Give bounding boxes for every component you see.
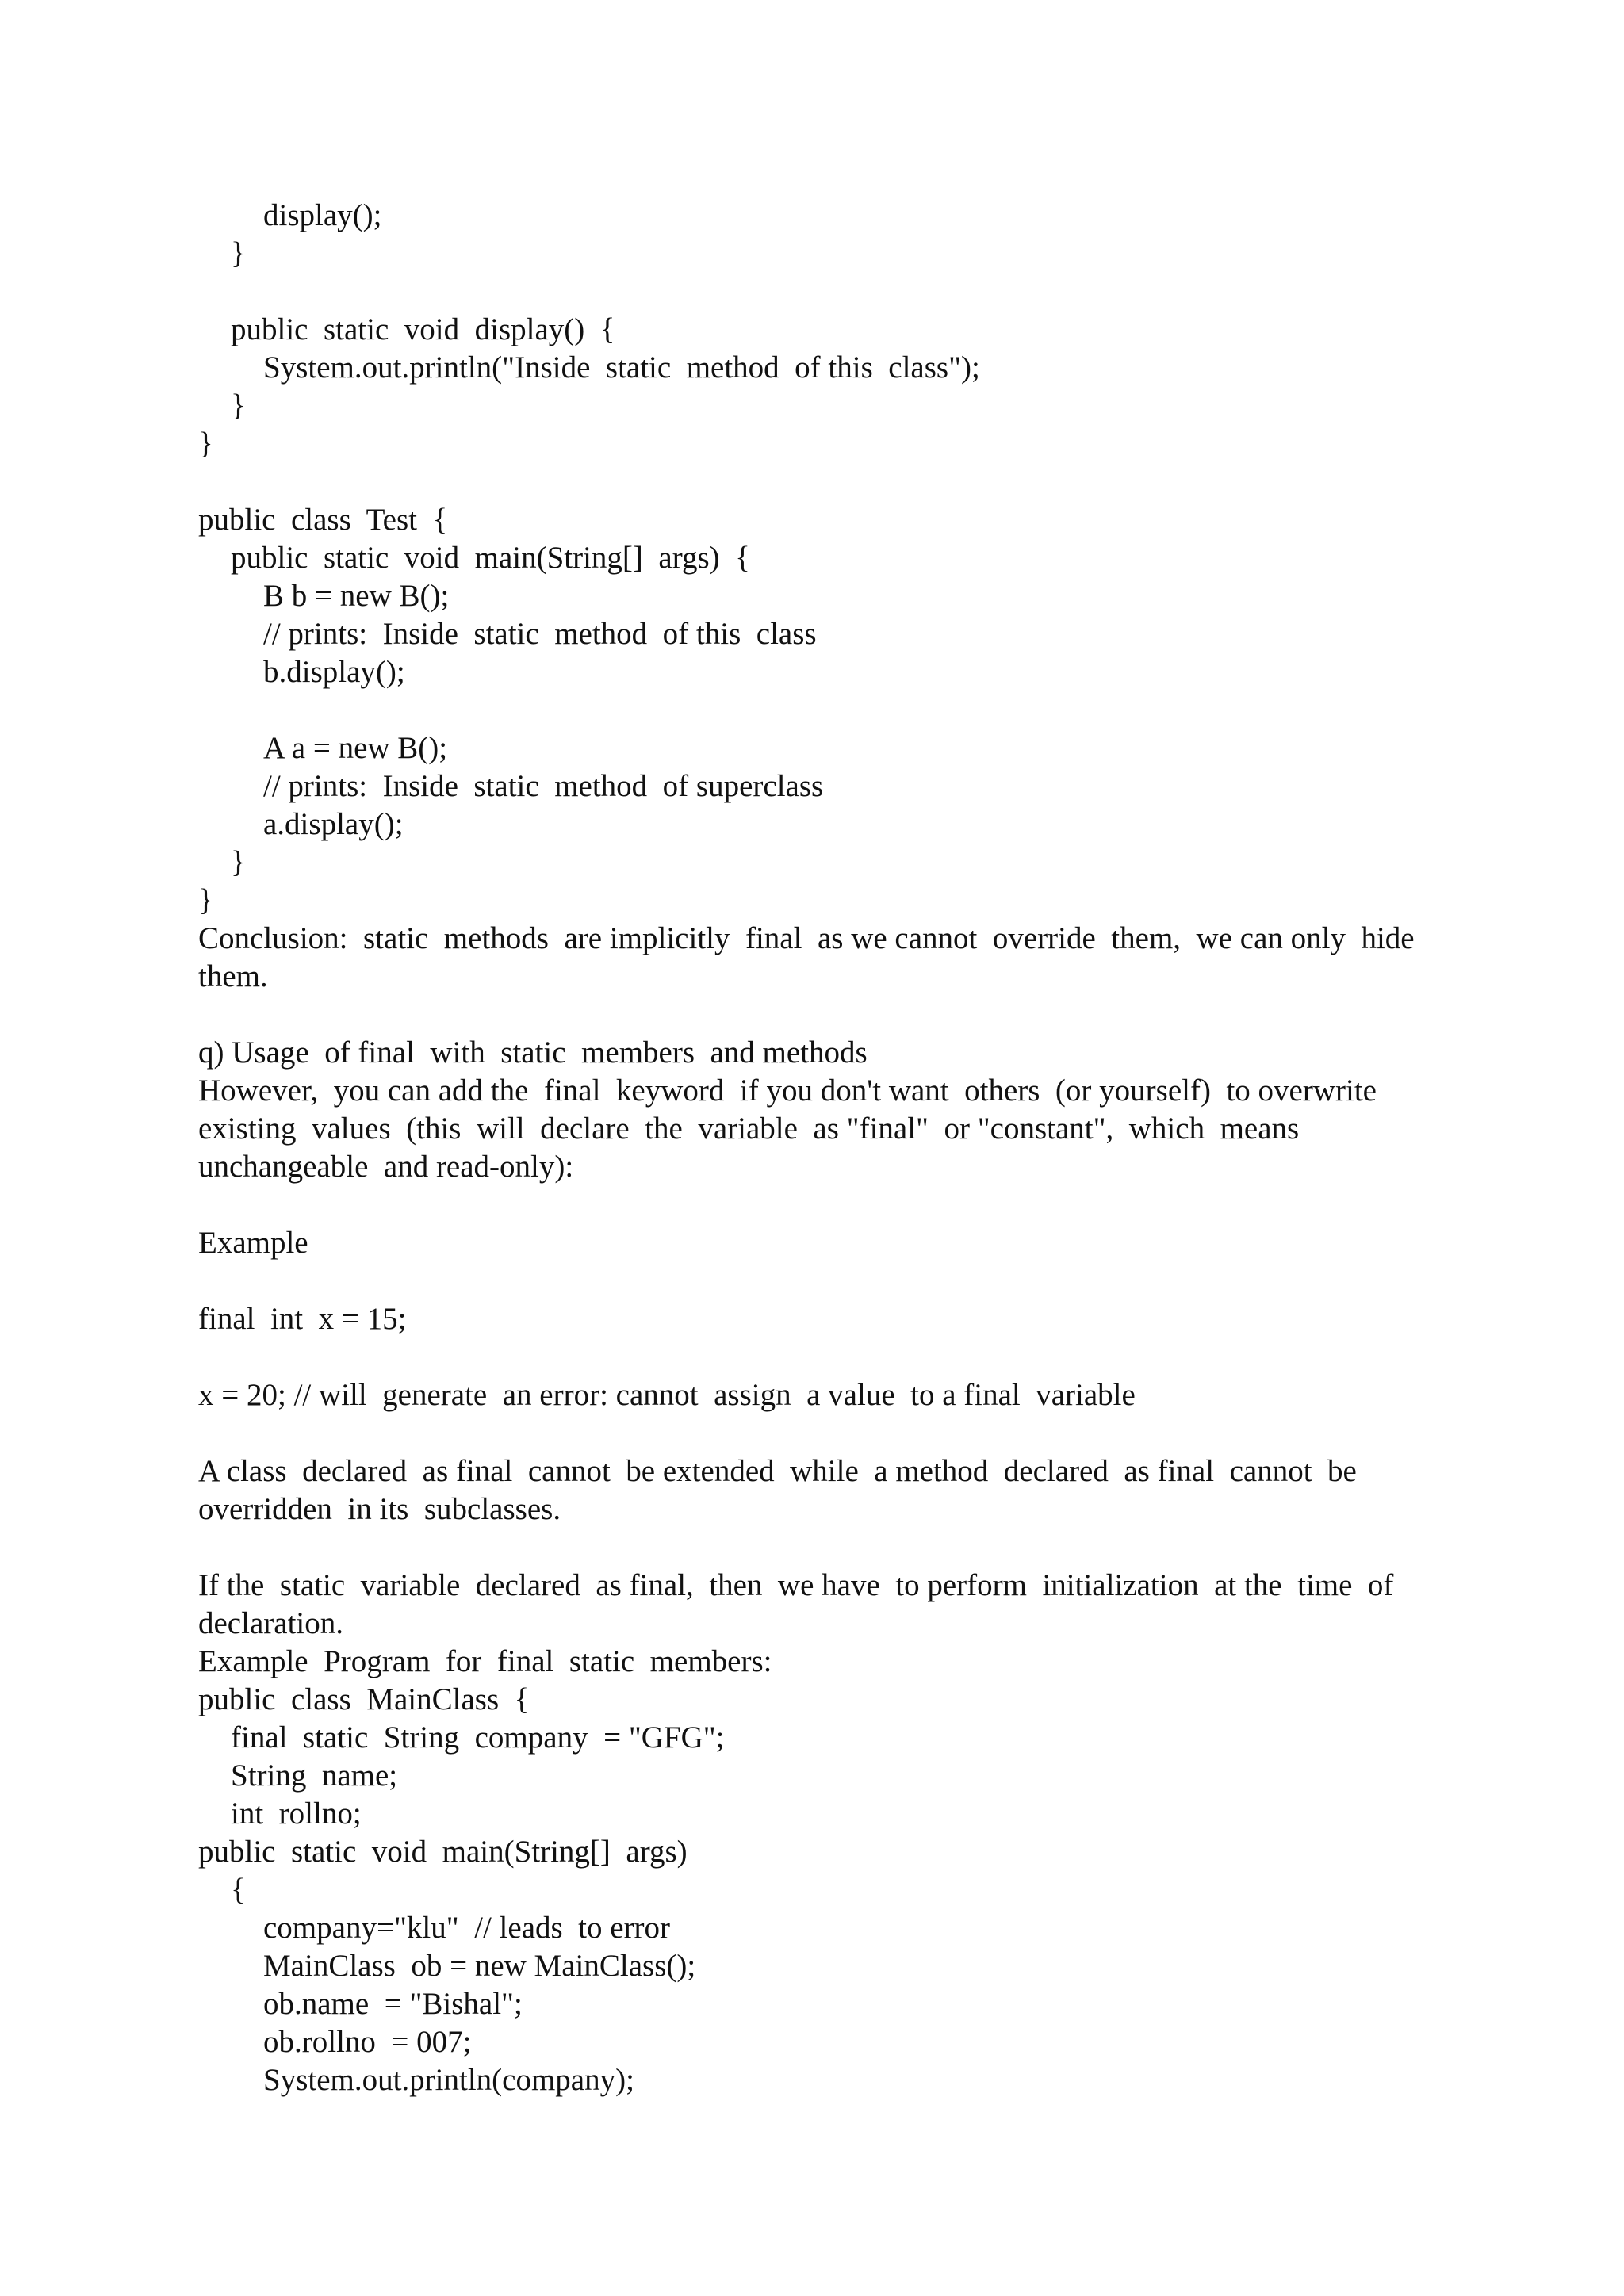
code-line: ob.name = "Bishal"; <box>263 1987 523 2021</box>
code-line: String name; <box>231 1758 398 1793</box>
paragraph-line: them. <box>198 959 268 993</box>
paragraph-line: A class declared as final cannot be extended while a method declared as final cannot be <box>198 1454 1357 1488</box>
code-line: } <box>198 883 213 917</box>
code-line: public class Test { <box>198 503 448 537</box>
code-line: public static void main(String[] args) <box>198 1835 688 1869</box>
paragraph-line: unchangeable and read-only): <box>198 1150 574 1184</box>
code-line: company="klu" // leads to error <box>263 1911 671 1945</box>
paragraph-line: overridden in its subclasses. <box>198 1492 561 1526</box>
code-line: } <box>198 427 213 461</box>
code-line: public static void display() { <box>231 312 615 346</box>
section-heading: q) Usage of final with static members and methods <box>198 1035 868 1070</box>
paragraph-line: However, you can add the final keyword if you don't want others (or yourself) to overwrite <box>198 1073 1377 1108</box>
code-line: b.display(); <box>263 655 405 689</box>
paragraph-line: Conclusion: static methods are implicitly final as we cannot override them, we can only hide <box>198 921 1415 955</box>
code-line: System.out.println("Inside static method of this class"); <box>263 350 980 385</box>
code-line: public static void main(String[] args) { <box>231 541 750 575</box>
paragraph-line: existing values (this will declare the variable as "final" or "constant", which means <box>198 1112 1300 1146</box>
code-line: } <box>231 388 246 423</box>
code-comment: // prints: Inside static method of this class <box>263 617 817 651</box>
code-line: System.out.println(company); <box>263 2063 634 2097</box>
code-line: } <box>231 845 246 879</box>
paragraph-line: declaration. <box>198 1606 343 1640</box>
example-label: Example <box>198 1226 308 1260</box>
code-comment: // prints: Inside static method of superclass <box>263 769 824 803</box>
code-line: ob.rollno = 007; <box>263 2025 472 2059</box>
code-line: final int x = 15; <box>198 1302 407 1336</box>
code-line: a.display(); <box>263 807 404 841</box>
code-line: B b = new B(); <box>263 579 450 613</box>
code-line: final static String company = "GFG"; <box>231 1720 725 1755</box>
paragraph-line: If the static variable declared as final, then we have to perform initialization at the time of <box>198 1568 1394 1602</box>
code-line: int rollno; <box>231 1797 362 1831</box>
code-line: x = 20; // will generate an error: cannot assign a value to a final variable <box>198 1378 1136 1412</box>
code-line: display(); <box>263 198 382 232</box>
code-line: public class MainClass { <box>198 1682 530 1716</box>
code-line: MainClass ob = new MainClass(); <box>263 1949 696 1983</box>
code-line: { <box>231 1873 246 1907</box>
example-label: Example Program for final static members: <box>198 1644 772 1678</box>
code-line: } <box>231 236 246 270</box>
code-line: A a = new B(); <box>263 731 448 765</box>
